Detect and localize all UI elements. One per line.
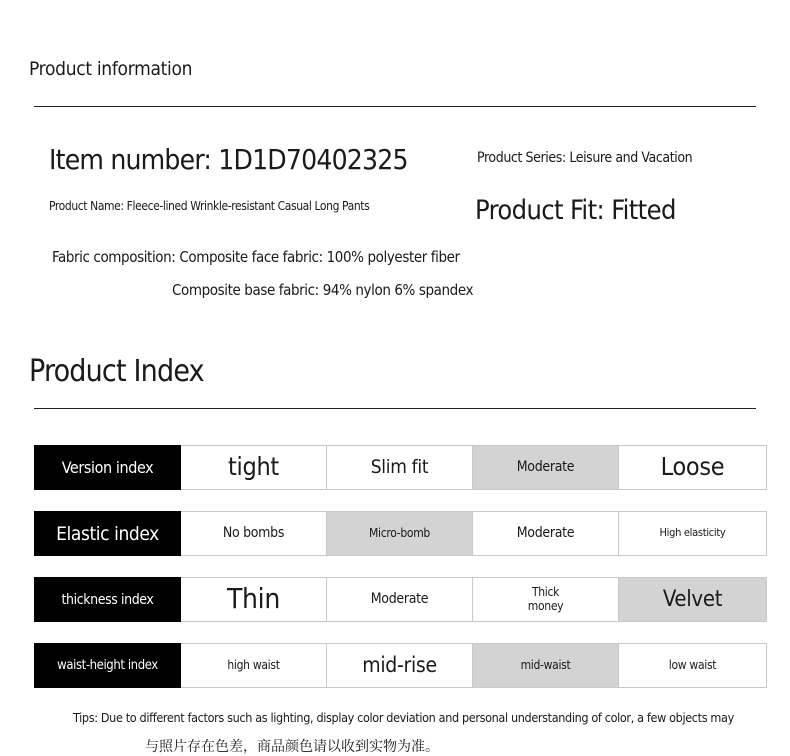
index-option [473, 577, 619, 622]
index-option: Moderate [473, 445, 619, 490]
index-option: high waist [181, 643, 327, 688]
index-option: No bombs [181, 511, 327, 556]
index-option: Moderate [473, 511, 619, 556]
index-option: Loose [619, 445, 767, 490]
index-option: Thin [181, 577, 327, 622]
product-series: Product Series: Leisure and Vacation [477, 150, 693, 166]
index-option: low waist [619, 643, 767, 688]
fabric-composition-face: Fabric composition: Composite face fabric: 100% polyester fiber [52, 248, 460, 266]
index-row-label: Elastic index [34, 511, 181, 556]
divider [34, 408, 756, 409]
tips-text-continued: 与照片存在色差，商品颜色请以收到实物为准。 [145, 739, 439, 755]
index-row-version [34, 445, 767, 490]
index-option: Micro-bomb [327, 511, 473, 556]
product-information-heading: Product information [29, 58, 193, 80]
fabric-composition-base: Composite base fabric: 94% nylon 6% spandex [172, 281, 474, 299]
index-row-thickness [34, 577, 767, 622]
index-option: mid-waist [473, 643, 619, 688]
index-row-waist-height [34, 643, 767, 688]
index-option: Velvet [619, 577, 767, 622]
index-option: Slim fit [327, 445, 473, 490]
index-row-elastic [34, 511, 767, 556]
index-option: mid-rise [327, 643, 473, 688]
product-fit: Product Fit: Fitted [475, 195, 676, 226]
index-option: tight [181, 445, 327, 490]
index-row-label: Version index [34, 445, 181, 490]
index-option-text: Thick money [527, 584, 564, 613]
index-row-label: waist-height index [34, 643, 181, 688]
index-option: Moderate [327, 577, 473, 622]
product-index-heading: Product Index [29, 354, 204, 389]
product-name: Product Name: Fleece-lined Wrinkle-resistant Casual Long Pants [49, 199, 370, 213]
item-number: Item number: 1D1D70402325 [49, 143, 408, 176]
index-option-text: High elasticity [659, 526, 726, 540]
index-option [619, 511, 767, 556]
tips-text: Tips: Due to different factors such as lighting, display color deviation and personal understanding of color, a few objects may [73, 710, 734, 725]
index-row-label: thickness index [34, 577, 181, 622]
divider [34, 106, 756, 107]
